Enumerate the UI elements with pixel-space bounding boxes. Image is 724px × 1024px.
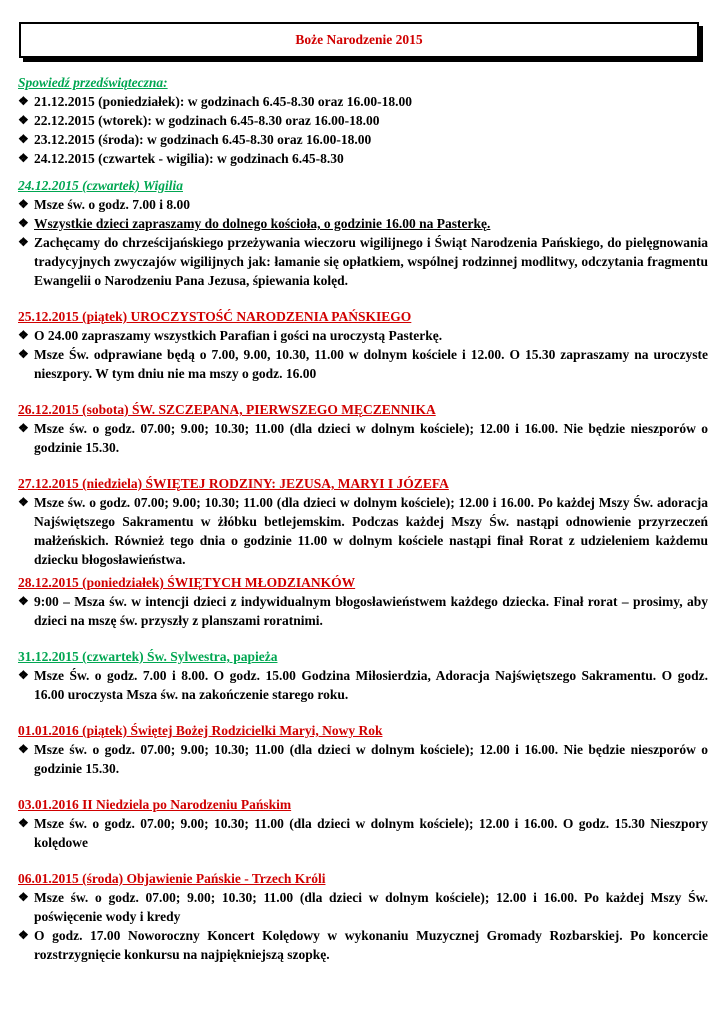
item-list: [18, 92, 708, 168]
list-item: ❖ 9:00 – Msza św. w intencji dzieci z indywidualnym błogosławieństwem każdego dziecka. Finał rorat – prosimy, aby dzieci na mszę św. przyszły z planszami roratnimi.: [18, 594, 708, 628]
list-item: ❖ Msze Św. odprawiane będą o 7.00, 9.00, 10.30, 11.00 w dolnym kościele i 12.00. O 15.30 zapraszamy na uroczyste nieszpory. W tym dniu nie ma mszy o godz. 16.00: [18, 347, 708, 381]
section-christmas-eve: [18, 177, 708, 290]
diamond-bullet-icon: ❖: [18, 113, 29, 127]
list-item: ❖ Msze św. o godz. 7.00 i 8.00: [18, 197, 190, 212]
section-st-stephen: [18, 401, 708, 457]
list-item: ❖ 23.12.2015 (środa): w godzinach 6.45-8.30 oraz 16.00-18.00: [18, 132, 372, 147]
item-list: [18, 740, 708, 778]
diamond-bullet-icon: ❖: [18, 816, 29, 830]
section-heading: 27.12.2015 (niedziela) ŚWIĘTEJ RODZINY: JEZUSA, MARYI I JÓZEFA: [18, 476, 449, 491]
diamond-bullet-icon: ❖: [18, 495, 29, 509]
list-item: ❖ Msze św. o godz. 07.00; 9.00; 10.30; 11.00 (dla dzieci w dolnym kościele); 12.00 i 16.00. O godz. 15.30 Nieszpory kolędowe: [18, 816, 708, 850]
list-item: ❖ O godz. 17.00 Noworoczny Koncert Kolędowy w wykonaniu Muzycznej Gromady Rozbarskiej. Po koncercie rozstrzygnięcie konkursu na najpiękniejszą szopkę.: [18, 928, 708, 962]
diamond-bullet-icon: ❖: [18, 151, 29, 165]
item-list: [18, 814, 708, 852]
list-item: ❖ 24.12.2015 (czwartek - wigilia): w godzinach 6.45-8.30: [18, 151, 344, 166]
section-second-sunday: [18, 796, 708, 852]
section-confession: [18, 74, 708, 168]
diamond-bullet-icon: ❖: [18, 347, 29, 361]
list-item: ❖ 21.12.2015 (poniedziałek): w godzinach 6.45-8.30 oraz 16.00-18.00: [18, 94, 412, 109]
item-list: [18, 666, 708, 704]
item-list: [18, 592, 708, 630]
list-item: ❖ Msze Św. o godz. 7.00 i 8.00. O godz. 15.00 Godzina Miłosierdzia, Adoracja Najświętszego Sakramentu. O godz. 16.00 uroczysta Msza św. na zakończenie starego roku.: [18, 668, 708, 702]
section-heading: 25.12.2015 (piątek) UROCZYSTOŚĆ NARODZENIA PAŃSKIEGO: [18, 309, 412, 324]
list-item: ❖ O 24.00 zapraszamy wszystkich Parafian i gości na uroczystą Pasterkę.: [18, 328, 443, 343]
item-list: [18, 326, 708, 383]
item-list: [18, 195, 708, 290]
title-box: [19, 22, 699, 58]
diamond-bullet-icon: ❖: [18, 328, 29, 342]
list-item: ❖ Msze św. o godz. 07.00; 9.00; 10.30; 11.00 (dla dzieci w dolnym kościele); 12.00 i 16.00. Po każdej Mszy Św. poświęcenie wody i kredy: [18, 890, 708, 924]
list-item: ❖ 22.12.2015 (wtorek): w godzinach 6.45-8.30 oraz 16.00-18.00: [18, 113, 380, 128]
item-list: [18, 493, 708, 569]
diamond-bullet-icon: ❖: [18, 197, 29, 211]
diamond-bullet-icon: ❖: [18, 668, 29, 682]
list-item: ❖ Zachęcamy do chrześcijańskiego przeżywania wieczoru wigilijnego i Świąt Narodzenia Pańskiego, do pielęgnowania tradycyjnych zwyczajów wigilijnych jak: łamanie się opłatkiem, wspólnej rodzinnej modlitwy, odczytania fragmentu Ewangelii o Narodzeniu Pana Jezusa, śpiewania kolęd.: [18, 235, 708, 288]
diamond-bullet-icon: ❖: [18, 94, 29, 108]
list-item: ❖ Msze św. o godz. 07.00; 9.00; 10.30; 11.00 (dla dzieci w dolnym kościele); 12.00 i 16.00. Po każdej Mszy Św. adoracja Najświętszego Sakramentu w żłóbku betlejemskim. Podczas każdej Mszy Św. nastąpi odnowienie przyrzeczeń małżeńskich. Również tego dnia o godzinie 11.00 w dolnym kościele nastąpi finał Rorat z udzieleniem każdemu dziecku błogosławieństwa.: [18, 495, 708, 567]
section-heading: 24.12.2015 (czwartek) Wigilia: [18, 178, 183, 193]
diamond-bullet-icon: ❖: [18, 132, 29, 146]
item-list: [18, 888, 708, 964]
section-holy-innocents: [18, 574, 708, 630]
section-heading: 31.12.2015 (czwartek) Św. Sylwestra, papieża: [18, 649, 278, 664]
list-item: ❖ Msze św. o godz. 07.00; 9.00; 10.30; 11.00 (dla dzieci w dolnym kościele); 12.00 i 16.00. Nie będzie nieszporów o godzinie 15.30.: [18, 742, 708, 776]
section-heading: 01.01.2016 (piątek) Świętej Bożej Rodzicielki Maryi, Nowy Rok: [18, 723, 383, 738]
diamond-bullet-icon: ❖: [18, 928, 29, 942]
section-heading: 26.12.2015 (sobota) ŚW. SZCZEPANA, PIERWSZEGO MĘCZENNIKA: [18, 402, 436, 417]
section-heading: 06.01.2015 (środa) Objawienie Pańskie - Trzech Króli: [18, 871, 326, 886]
section-holy-family: [18, 475, 708, 569]
section-heading: Spowiedź przedświąteczna:: [18, 75, 168, 90]
section-new-year: [18, 722, 708, 778]
list-item: ❖ Wszystkie dzieci zapraszamy do dolnego kościoła, o godzinie 16.00 na Pasterkę.: [18, 216, 491, 231]
diamond-bullet-icon: ❖: [18, 421, 29, 435]
item-list: [18, 419, 708, 457]
diamond-bullet-icon: ❖: [18, 594, 29, 608]
list-item: ❖ Msze św. o godz. 07.00; 9.00; 10.30; 11.00 (dla dzieci w dolnym kościele); 12.00 i 16.00. Nie będzie nieszporów o godzinie 15.30.: [18, 421, 708, 455]
section-heading: 28.12.2015 (poniedziałek) ŚWIĘTYCH MŁODZIANKÓW: [18, 575, 356, 590]
diamond-bullet-icon: ❖: [18, 890, 29, 904]
section-st-sylvester: [18, 648, 708, 704]
section-heading: 03.01.2016 II Niedziela po Narodzeniu Pańskim: [18, 797, 292, 812]
document-page: [18, 22, 708, 964]
diamond-bullet-icon: ❖: [18, 742, 29, 756]
section-nativity: [18, 308, 708, 383]
diamond-bullet-icon: ❖: [18, 235, 29, 249]
page-title: Boże Narodzenie 2015: [295, 32, 423, 47]
diamond-bullet-icon: ❖: [18, 216, 29, 230]
section-epiphany: [18, 870, 708, 964]
